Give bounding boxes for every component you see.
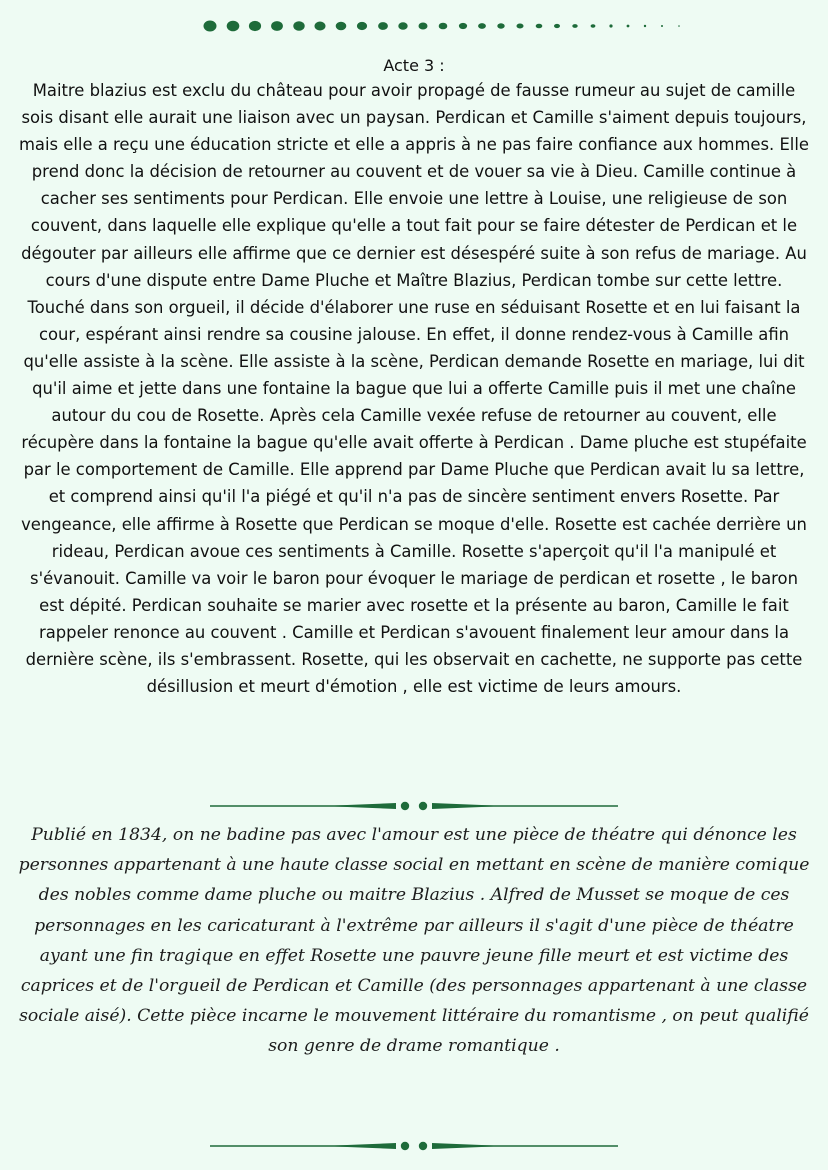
analysis-paragraph: Publié en 1834, on ne badine pas avec l'amour est une pièce de théatre qui dénonce les personnes appartenant à une haute classe social en mettant en scène de manière comique des nobles comme dame pluche ou maitre Blazius . Alfred de Musset se moque de ces personnages en les caricaturant à l'extrême par ailleurs il s'agit d'une pièce de théatre ayant une fin tragique en effet Rosette une pauvre jeune fille meurt et est victime des caprices et de l'orgueil de Perdican et Camille (des personnages appartenant à une classe sociale aisé). Cette pièce incarne le mouvement littéraire du romantisme , on peut qualifié son genre de drame romantique . <box>18 825 810 1057</box>
divider-ornament-icon <box>210 798 618 814</box>
divider-ornament-icon <box>210 1138 618 1154</box>
act-summary-paragraph: Maitre blazius est exclu du château pour avoir propagé de fausse rumeur au sujet de camille sois disant elle aurait une liaison avec un paysan. Perdican et Camille s'aiment depuis toujours, mais elle a reçu une éducation stricte et elle a appris à ne pas faire confiance aux hommes. Elle prend donc la décision de retourner au couvent et de vouer sa vie à Dieu. Camille continue à cacher ses sentiments pour Perdican. Elle envoie une lettre à Louise, une religieuse de son couvent, dans laquelle elle explique qu'elle a tout fait pour se faire détester de Perdican et le dégouter par ailleurs elle affirme que ce dernier est désespéré suite à son refus de mariage. Au cours d'une dispute entre Dame Pluche et Maître Blazius, Perdican tombe sur cette lettre. Touché dans son orgueil, il décide d'élaborer une ruse en séduisant Rosette et en lui faisant la cour, espérant ainsi rendre sa cousine jalouse. En effet, il donne rendez-vous à Camille afin qu'elle assiste à la scène. Elle assiste à la scène, Perdican demande Rosette en mariage, lui dit qu'il aime et jette dans une fontaine la bague que lui a offerte Camille puis il met une chaîne autour du cou de Rosette. Après cela Camille vexée refuse de retourner au couvent, elle récupère dans la fontaine la bague qu'elle avait offerte à Perdican . Dame pluche est stupéfaite par le comportement de Camille. Elle apprend par Dame Pluche que Perdican avait lu sa lettre, et comprend ainsi qu'il l'a piégé et qu'il n'a pas de sincère sentiment envers Rosette. Par vengeance, elle affirme à Rosette que Perdican se moque d'elle. Rosette est cachée derrière un rideau, Perdican avoue ces sentiments à Camille. Rosette s'aperçoit qu'il l'a manipulé et s'évanouit. Camille va voir le baron pour évoquer le mariage de perdican et rosette , le baron est dépité. Perdican souhaite se marier avec rosette et la présente au baron, Camille le fait rappeler renonce au couvent . Camille et Perdican s'avouent finalement leur amour dans la dernière scène, ils s'embrassent. Rosette, qui les observait en cachette, ne supporte pas cette désillusion et meurt d'émotion , elle est victime de leurs amours. <box>18 81 810 697</box>
dotted-garland-icon <box>0 10 828 40</box>
section-title: Acte 3 : <box>383 56 445 75</box>
